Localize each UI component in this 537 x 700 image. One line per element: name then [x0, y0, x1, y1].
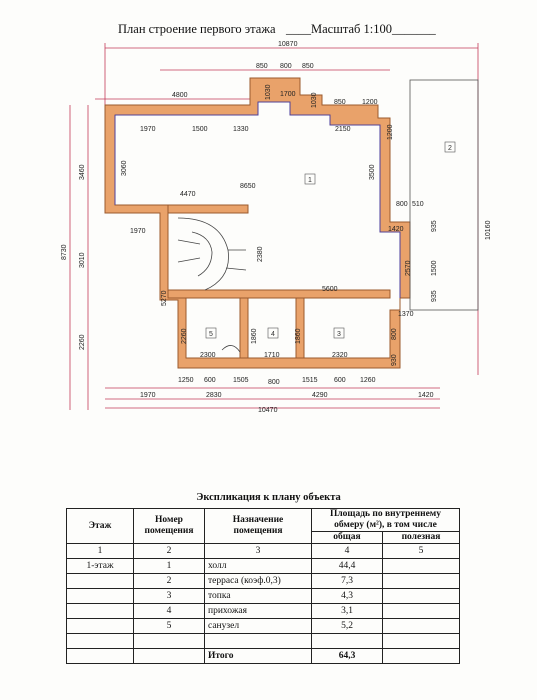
dim-1500: 1500	[192, 126, 208, 133]
dim-1710: 1710	[264, 352, 280, 359]
dim-510: 510	[412, 201, 424, 208]
dim-bot-600: 600	[204, 377, 216, 384]
purpose-cell: терраса (коэф.0,3)	[205, 574, 312, 589]
purpose-cell: прихожая	[205, 604, 312, 619]
dim-left-1970: 1970	[130, 228, 146, 235]
index-cell: 4	[312, 544, 383, 559]
index-cell: 2	[134, 544, 205, 559]
total-value: 64,3	[312, 649, 383, 664]
dim-1420: 1420	[388, 226, 404, 233]
purpose-cell: санузел	[205, 619, 312, 634]
table-row	[67, 559, 460, 574]
useful-cell	[383, 574, 460, 589]
dim-2570: 2570	[405, 260, 412, 276]
table-row	[67, 619, 460, 634]
dim-850-c: 850	[334, 99, 346, 106]
dim-800-inner: 800	[396, 201, 408, 208]
dim-bot2-4290: 4290	[312, 392, 328, 399]
useful-cell	[383, 604, 460, 619]
empty-cell	[383, 649, 460, 664]
dim-4800: 4800	[172, 92, 188, 99]
dim-bot-1260: 1260	[360, 377, 376, 384]
dim-1700: 1700	[280, 91, 296, 98]
dim-5600: 5600	[322, 286, 338, 293]
floor-cell	[67, 619, 134, 634]
dim-5270: 5270	[161, 290, 168, 306]
useful-cell	[383, 559, 460, 574]
dim-left-3460: 3460	[79, 164, 86, 180]
dim-1860: 1860	[251, 328, 258, 344]
empty-cell	[134, 649, 205, 664]
table-row	[67, 634, 460, 649]
dim-bot-800: 800	[268, 379, 280, 386]
empty-cell	[67, 634, 134, 649]
dim-4470: 4470	[180, 191, 196, 198]
dim-930: 930	[391, 354, 398, 366]
dim-2260-inner: 2260	[181, 328, 188, 344]
dim-overall-bottom: 10470	[258, 407, 278, 414]
walls	[105, 78, 410, 368]
dim-1200v: 1200	[387, 124, 394, 140]
total-cell: 7,3	[312, 574, 383, 589]
dim-1370: 1370	[398, 311, 414, 318]
terrace-outline	[410, 80, 478, 310]
dim-bot-1250: 1250	[178, 377, 194, 384]
dim-1200: 1200	[362, 99, 378, 106]
dim-1030-b: 1030	[311, 92, 318, 108]
dim-overall-top: 10870	[278, 41, 298, 48]
staircase	[178, 218, 246, 290]
purpose-cell: холл	[205, 559, 312, 574]
room-number-5: 5	[209, 331, 213, 338]
empty-cell	[134, 634, 205, 649]
dim-3060: 3060	[121, 160, 128, 176]
empty-cell	[312, 634, 383, 649]
room-number-2: 2	[448, 145, 452, 152]
dim-overall-left: 8730	[61, 244, 68, 260]
dim-800: 800	[280, 63, 292, 70]
header-area: Площадь по внутреннему обмеру (м²), в том числе	[312, 509, 460, 532]
header-room-no: Номер помещения	[134, 509, 205, 544]
table-row	[67, 604, 460, 619]
useful-cell	[383, 619, 460, 634]
table-row	[67, 574, 460, 589]
header-purpose: Назначение помещения	[205, 509, 312, 544]
dim-935-b: 935	[431, 290, 438, 302]
dim-bot-1515: 1515	[302, 377, 318, 384]
useful-cell	[383, 589, 460, 604]
table-caption: Экспликация к плану объекта	[196, 492, 341, 503]
header-floor: Этаж	[67, 509, 134, 544]
dim-bot-1505: 1505	[233, 377, 249, 384]
dim-1500v: 1500	[431, 260, 438, 276]
dim-bot2-2830: 2830	[206, 392, 222, 399]
index-cell: 1	[67, 544, 134, 559]
explication-table	[66, 508, 460, 664]
room-number-1: 1	[308, 177, 312, 184]
scale-text: Масштаб 1:100	[311, 22, 392, 36]
header-total: общая	[312, 532, 383, 544]
dim-1030: 1030	[265, 84, 272, 100]
dim-left-2260: 2260	[79, 334, 86, 350]
index-cell: 5	[383, 544, 460, 559]
dim-bot-600b: 600	[334, 377, 346, 384]
total-cell: 44,4	[312, 559, 383, 574]
floor-cell	[67, 574, 134, 589]
total-cell: 5,2	[312, 619, 383, 634]
dim-850-a: 850	[256, 63, 268, 70]
dim-2320: 2320	[332, 352, 348, 359]
room-no-cell: 2	[134, 574, 205, 589]
floor-plan-drawing	[0, 40, 537, 420]
room-number-4: 4	[271, 331, 275, 338]
floor-cell: 1-этаж	[67, 559, 134, 574]
dim-935: 935	[431, 220, 438, 232]
dim-2380: 2380	[257, 246, 264, 262]
dim-8650: 8650	[240, 183, 256, 190]
room-number-3: 3	[337, 331, 341, 338]
door-swing	[222, 345, 240, 352]
table-row	[67, 589, 460, 604]
index-cell: 3	[205, 544, 312, 559]
dim-overall-right: 10160	[485, 220, 492, 240]
dim-850-b: 850	[302, 63, 314, 70]
total-label: Итого	[205, 649, 312, 664]
purpose-cell: топка	[205, 589, 312, 604]
dim-1330: 1330	[233, 126, 249, 133]
room-no-cell: 5	[134, 619, 205, 634]
dim-800v: 800	[391, 328, 398, 340]
room-no-cell: 4	[134, 604, 205, 619]
dim-2300: 2300	[200, 352, 216, 359]
dim-1860-b: 1860	[295, 328, 302, 344]
scale-label: ____Масштаб 1:100_______	[286, 22, 436, 36]
total-cell: 3,1	[312, 604, 383, 619]
dim-bot2-1970: 1970	[140, 392, 156, 399]
table-total-row	[67, 649, 460, 664]
empty-cell	[383, 634, 460, 649]
table-index-row	[67, 544, 460, 559]
floor-cell	[67, 589, 134, 604]
dim-bot2-1420: 1420	[418, 392, 434, 399]
inner-outline	[115, 102, 400, 298]
dim-left-3010: 3010	[79, 252, 86, 268]
dim-1970: 1970	[140, 126, 156, 133]
plan-title	[118, 22, 436, 37]
plan-title-text: План строение первого этажа	[118, 22, 276, 36]
room-no-cell: 1	[134, 559, 205, 574]
header-useful: полезная	[383, 532, 460, 544]
empty-cell	[67, 649, 134, 664]
floor-cell	[67, 604, 134, 619]
empty-cell	[205, 634, 312, 649]
room-no-cell: 3	[134, 589, 205, 604]
dim-2150: 2150	[335, 126, 351, 133]
total-cell: 4,3	[312, 589, 383, 604]
dim-3500: 3500	[369, 164, 376, 180]
